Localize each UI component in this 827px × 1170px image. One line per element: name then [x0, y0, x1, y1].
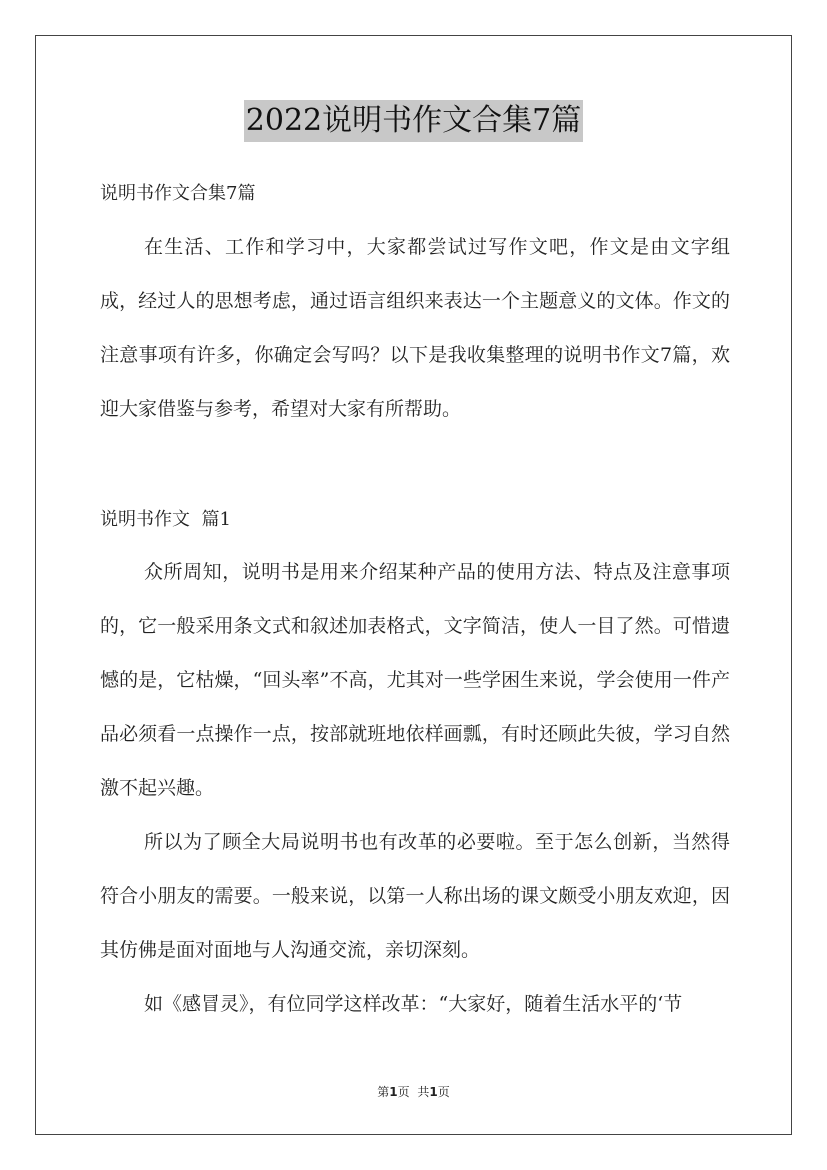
intro-paragraph: 在生活、工作和学习中，大家都尝试过写作文吧，作文是由文字组成，经过人的思想考虑，通过语言组织来表达一个主题意义的文体。作文的注意事项有许多，你确定会写吗？以下是我收集整理的说明书作文7篇，欢迎大家借鉴与参考，希望对大家有所帮助。 — [100, 236, 730, 420]
footer-page-label: 页 — [397, 1085, 410, 1099]
page-footer — [0, 1084, 827, 1100]
body-paragraph-3: 如《感冒灵》，有位同学这样改革：“大家好，随着生活水平的‘节 — [144, 993, 683, 1015]
footer-prefix: 第 — [377, 1085, 390, 1099]
title-container — [0, 100, 827, 142]
page-number: 1 — [389, 1085, 398, 1099]
page-total: 1 — [429, 1085, 438, 1099]
body-paragraph-1: 众所周知，说明书是用来介绍某种产品的使用方法、特点及注意事项的，它一般采用条文式和叙述加表格式，文字简洁，使人一目了然。可惜遗憾的是，它枯燥，“回头率”不高，尤其对一些学困生来说，学会使用一件产品必须看一点操作一点，按部就班地依样画瓢，有时还顾此失彼，学习自然激不起兴趣。 — [100, 561, 730, 799]
section-heading: 说明书作文 篇1 — [100, 509, 231, 530]
footer-total-label: 页 — [437, 1085, 450, 1099]
intro-heading: 说明书作文合集7篇 — [100, 183, 256, 204]
body-paragraph-2: 所以为了顾全大局说明书也有改革的必要啦。至于怎么创新，当然得符合小朋友的需要。一般来说，以第一人称出场的课文颇受小朋友欢迎，因其仿佛是面对面地与人沟通交流，亲切深刻。 — [100, 831, 730, 961]
footer-total-prefix: 共 — [417, 1085, 430, 1099]
document-title: 2022说明书作文合集7篇 — [244, 100, 583, 142]
